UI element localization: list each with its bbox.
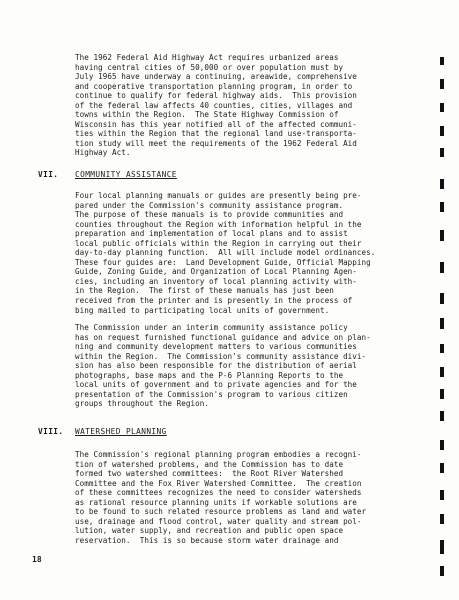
text-line: cies, including an inventory of local planning activity with- [75,276,357,286]
text-line: lution, water supply, and recreation and public open space [75,526,344,536]
text-line: The Commission's regional planning program embodies a recogni- [75,450,362,459]
text-line: These four guides are: Land Development Guide, Official Mapping [75,257,371,267]
page-number: 18 [32,555,42,564]
change-bar [440,318,444,329]
change-bar [440,566,444,576]
text-line: pared under the Commission's community assistance program. [75,200,344,210]
change-bar [440,367,444,377]
margin-change-bars [440,0,450,600]
change-bar [440,344,444,353]
text-line: of these committees recognizes the need to consider watersheds [75,488,362,498]
text-line: sion has also been responsible for the distribution of aerial [75,361,357,371]
change-bar [440,230,444,241]
section-number-vii: VII. [38,170,59,179]
text-line: has on request furnished functional guidance and advice on plan- [75,332,371,342]
text-line: local units of government and to private agencies and for the [75,380,357,390]
paragraph-highway-act [75,53,430,158]
text-line: groups throughout the Region. [75,399,210,409]
text-line: ties within the Region that the regional land use-transporta- [75,129,357,139]
text-line: preparation and implementation of local plans and to assist [75,229,348,239]
text-line: ning and community development matters to various communities [75,342,357,352]
text-line: of the federal law affects 40 counties, cities, villages and [75,100,353,110]
change-bar [440,202,444,212]
text-line: Highway Act. [75,148,131,158]
section-number-viii: VIII. [38,427,64,436]
text-line: bing mailed to participating local units of government. [75,305,330,315]
change-bar [440,103,444,112]
text-line: formed two watershed committees: the Root River Watershed [75,469,344,479]
section-title-community-assistance: COMMUNITY ASSISTANCE [75,170,177,179]
change-bar [440,389,444,399]
change-bar [440,514,444,524]
change-bar [440,540,444,554]
text-line: local public officials within the Region in carrying out their [75,238,362,248]
text-line: day-to-day planning function. All will include model ordinances. [75,248,376,258]
text-line: photographs, base maps and the P-6 Planning Reports to the [75,370,344,380]
text-line: The Commission under an interim community assistance policy [75,323,348,332]
text-line: Wisconsin has this year notified all of the affected communi- [75,119,357,129]
change-bar [440,440,444,450]
text-line: continue to qualify for federal highway aids. This provision [75,91,357,101]
text-line: as rational resource planning units if workable solutions are [75,497,357,507]
paragraph-interim-assistance [75,323,430,409]
text-line: to be found to such related resource problems as land and water [75,507,367,517]
text-line: tion study will meet the requirements of the 1962 Federal Aid [75,138,357,148]
text-line: received from the printer and is presently in the process of [75,296,353,306]
change-bar [440,262,444,273]
text-line: The 1962 Federal Aid Highway Act requires urbanized areas [75,53,339,62]
change-bar [440,293,444,304]
text-line: Committee and the Fox River Watershed Committee. The creation [75,478,362,488]
paragraph-watershed-committees [75,450,430,545]
change-bar [440,411,444,421]
text-line: having central cities of 50,000 or over population must by [75,62,344,72]
change-bar [440,463,444,473]
paragraph-planning-manuals [75,191,430,315]
text-line: The purpose of these manuals is to provide communities and [75,210,344,220]
change-bar [440,126,444,136]
text-line: in the Region. The first of these manuals has just been [75,286,334,296]
change-bar [440,148,444,157]
text-line: towns within the Region. The State Highway Commission of [75,110,339,120]
text-line: presentation of the Commission's program to various citizen [75,389,348,399]
text-line: use, drainage and flood control, water quality and stream pol- [75,516,362,526]
text-line: Guide, Zoning Guide, and Organization of Local Planning Agen- [75,267,357,277]
text-line: reservation. This is so because storm water drainage and [75,535,339,545]
text-line: and cooperative transportation planning program, in order to [75,81,353,91]
text-line: within the Region. The Commission's community assistance divi- [75,351,367,361]
text-line: tion of watershed problems, and the Commission has to date [75,459,344,469]
text-line: counties throughout the Region with information helpful in the [75,219,362,229]
change-bar [440,179,444,189]
change-bar [440,79,444,89]
change-bar [440,57,444,65]
change-bar [440,490,444,500]
section-title-watershed-planning: WATERSHED PLANNING [75,427,167,436]
text-line: Four local planning manuals or guides are presently being pre- [75,191,362,200]
text-line: July 1965 have underway a continuing, areawide, comprehensive [75,72,357,82]
